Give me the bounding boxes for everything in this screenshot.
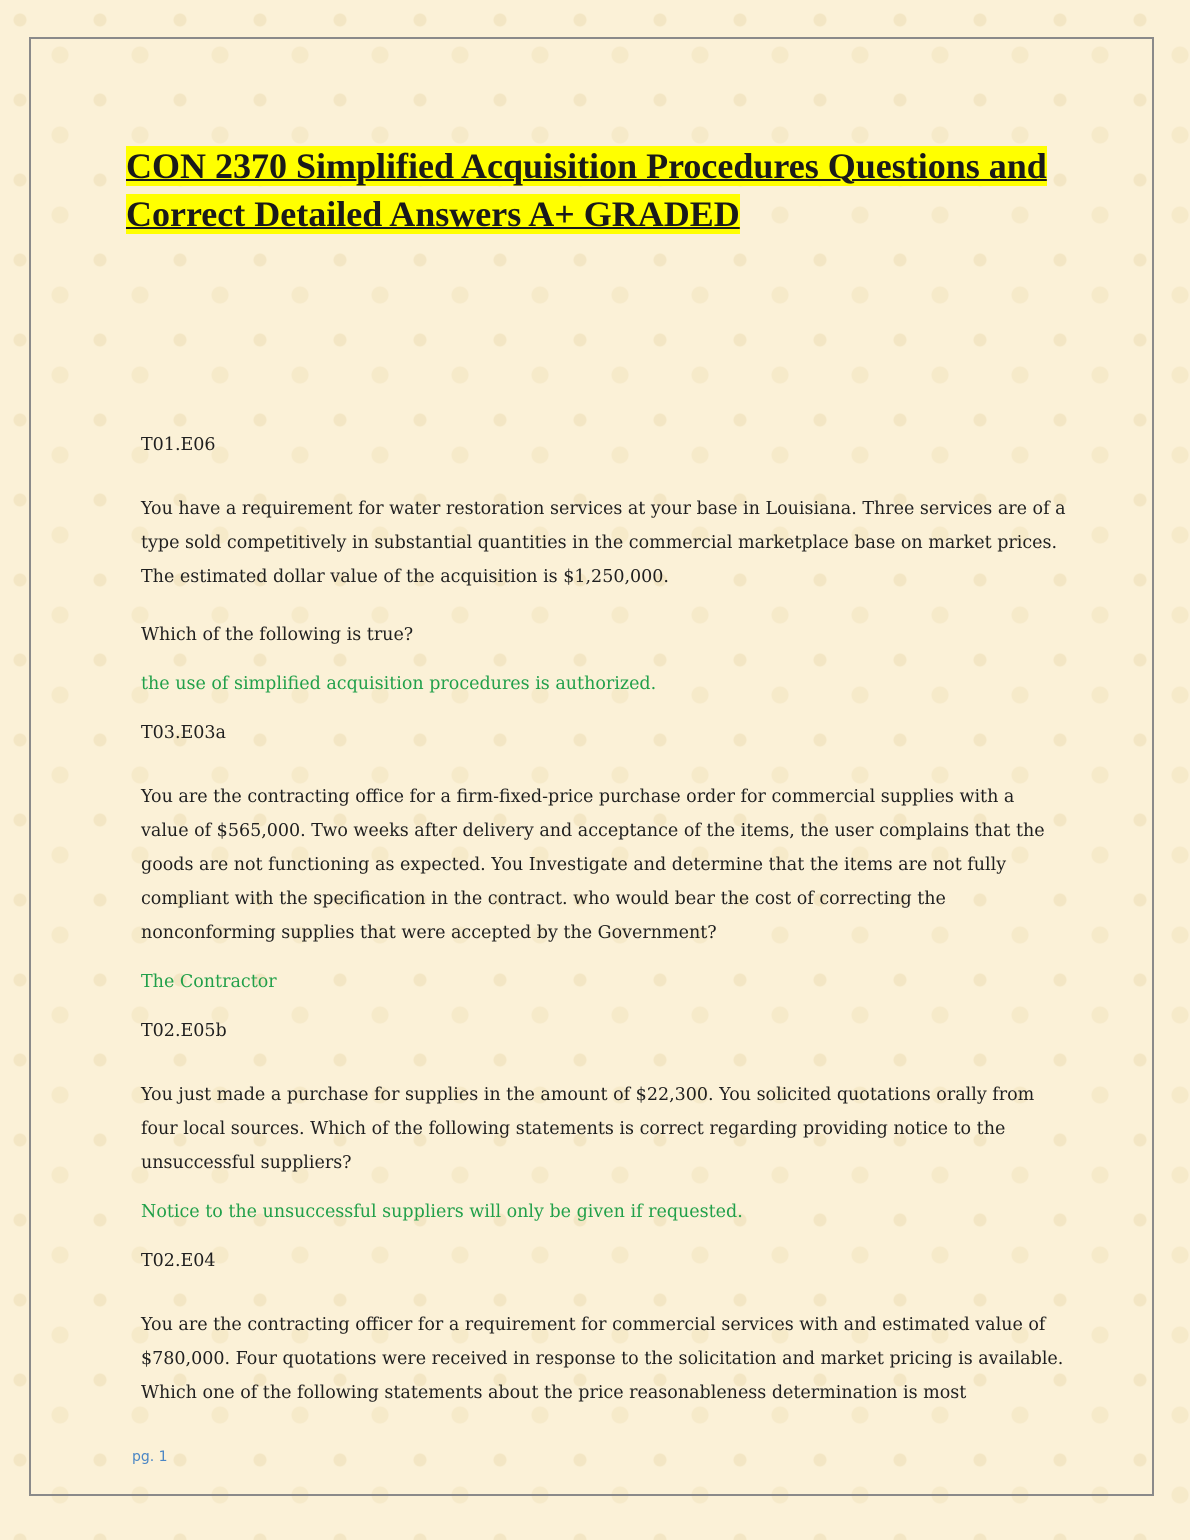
question-body: You are the contracting office for a firm-fixed-price purchase order for commercial supplies with a value of $565,000. Two weeks after delivery and acceptance of the items, the user complains that the goods are not functioning as expected. You Investigate and determine that the items are not fully compliant with the specification in the contract. who would bear the cost of correcting the nonconforming supplies that were accepted by the Government?	[141, 787, 1045, 943]
answer-text: The Contractor	[141, 972, 277, 992]
question-id: T02.E04	[141, 1251, 216, 1271]
document-title	[126, 142, 1061, 238]
question-prompt: Which of the following is true?	[141, 625, 414, 645]
document-title-text: CON 2370 Simplified Acquisition Procedures Questions and Correct Detailed Answers A+ GRADED	[126, 146, 1047, 234]
answer-text: Notice to the unsuccessful suppliers will only be given if requested.	[141, 1202, 743, 1222]
question-id: T02.E05b	[141, 1021, 227, 1041]
question-body: You have a requirement for water restoration services at your base in Louisiana. Three services are of a type sold competitively in substantial quantities in the commercial marketplace base on market prices. The estimated dollar value of the acquisition is $1,250,000.	[141, 499, 1066, 587]
question-list	[141, 428, 1066, 1434]
answer-text: the use of simplified acquisition procedures is authorized.	[141, 674, 657, 694]
question-body: You just made a purchase for supplies in the amount of $22,300. You solicited quotations orally from four local sources. Which of the following statements is correct regarding providing notice to the unsuccessful suppliers?	[141, 1085, 1035, 1173]
page-number: pg. 1	[132, 1449, 168, 1465]
question-id: T01.E06	[141, 435, 216, 455]
question-id: T03.E03a	[141, 723, 226, 743]
question-body: You are the contracting officer for a requirement for commercial services with and estimated value of $780,000. Four quotations were received in response to the solicitation and market pricing is available. Which one of the following statements about the price reasonableness determination is most	[141, 1315, 1064, 1403]
